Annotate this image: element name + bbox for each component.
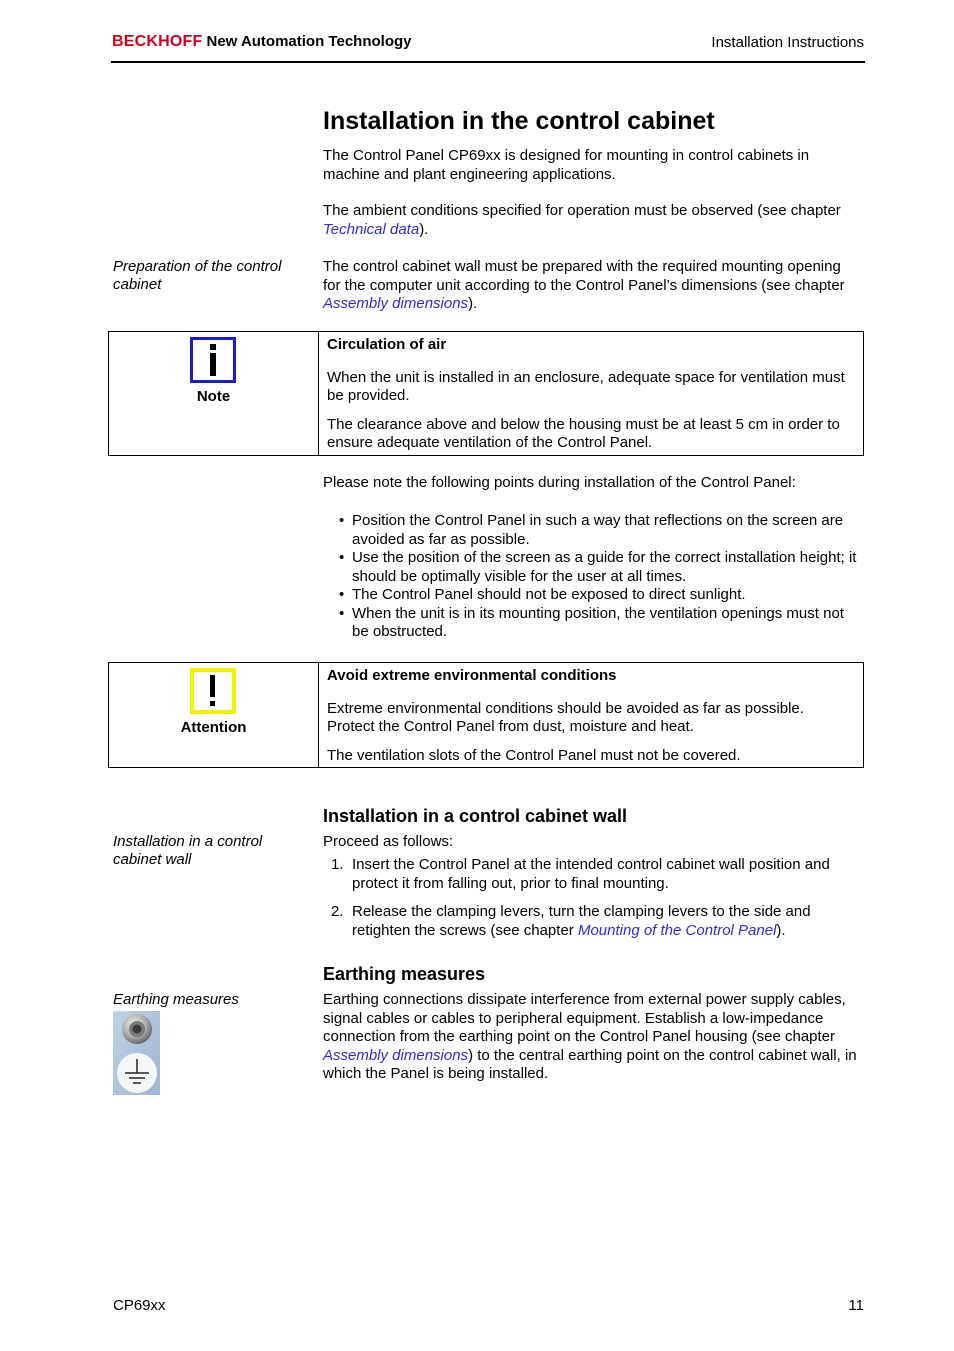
header-section-title: Installation Instructions bbox=[711, 34, 864, 51]
attention-heading: Avoid extreme environmental conditions bbox=[327, 667, 617, 684]
list-item bbox=[323, 549, 858, 586]
points-list bbox=[323, 512, 858, 642]
points-list-wrap bbox=[323, 512, 858, 642]
step-text-end: ). bbox=[776, 921, 786, 939]
note-box bbox=[108, 331, 864, 456]
intro-paragraph-2 bbox=[323, 202, 858, 239]
attention-box bbox=[108, 662, 864, 768]
step-text: Release the clamping levers, turn the clamping levers to the side and retighten the screws (see chapter bbox=[352, 903, 811, 939]
intro-paragraph-1 bbox=[323, 147, 858, 184]
side-label-preparation: Preparation of the control cabinet bbox=[113, 258, 282, 293]
attention-label: Attention bbox=[180, 719, 247, 736]
step-text: Insert the Control Panel at the intended control cabinet wall position and protect it from falling out, prior to final mounting. bbox=[352, 856, 830, 892]
brand-name: BECKHOFF bbox=[112, 33, 203, 50]
list-item bbox=[323, 903, 858, 940]
note-label: Note bbox=[196, 388, 231, 405]
assembly-dimensions-link-2[interactable]: Assembly dimensions bbox=[323, 1046, 469, 1064]
points-intro: Please note the following points during installation of the Control Panel: bbox=[323, 474, 796, 491]
attention-text-cell bbox=[319, 663, 863, 767]
step-number: 1. bbox=[331, 856, 344, 873]
bullet-icon: • bbox=[339, 549, 345, 566]
list-item-text: When the unit is in its mounting position, the ventilation openings must not be obstructed. bbox=[352, 604, 844, 640]
note-text-2: The clearance above and below the housing must be at least 5 cm in order to ensure adequate ventilation of the Control Panel. bbox=[327, 415, 840, 451]
list-item bbox=[323, 856, 858, 893]
preparation-text-end: ). bbox=[468, 295, 478, 312]
brand-tagline: New Automation Technology bbox=[206, 33, 412, 50]
wall-steps-list bbox=[323, 856, 858, 940]
list-item bbox=[323, 605, 858, 642]
technical-data-link[interactable]: Technical data bbox=[323, 220, 420, 238]
intro-text-1: The Control Panel CP69xx is designed for mounting in control cabinets in machine and plant engineering applications. bbox=[323, 147, 810, 183]
header-divider bbox=[111, 61, 865, 63]
info-icon bbox=[190, 337, 236, 383]
footer-product: CP69xx bbox=[113, 1297, 166, 1314]
note-text-1: When the unit is installed in an enclosure, adequate space for ventilation must be provided. bbox=[327, 368, 845, 404]
preparation-text: The control cabinet wall must be prepared with the required mounting opening for the computer unit according to the Control Panel’s dimensions (see chapter bbox=[323, 258, 845, 294]
bullet-icon: • bbox=[339, 604, 345, 622]
wall-section-heading: Installation in a control cabinet wall bbox=[323, 806, 628, 826]
preparation-paragraph bbox=[323, 258, 858, 314]
page-title: Installation in the control cabinet bbox=[323, 107, 715, 135]
intro-text-2: The ambient conditions specified for operation must be observed (see chapter bbox=[323, 202, 841, 219]
earthing-text-end: ) to the central earthing point on the control cabinet wall, in which the Panel is being installed. bbox=[323, 1046, 857, 1082]
brand-logo bbox=[112, 33, 411, 51]
list-item-text: Position the Control Panel in such a way that reflections on the screen are avoided as far as possible. bbox=[352, 512, 844, 548]
note-text-cell bbox=[319, 332, 863, 455]
wall-intro: Proceed as follows: bbox=[323, 833, 454, 850]
list-item bbox=[323, 512, 858, 549]
earthing-text: Earthing connections dissipate interference from external power supply cables, signal cables or cables to peripheral equipment. Establish a low-impedance connection from the earthing point on the Control Panel housing (see chapter bbox=[323, 991, 846, 1045]
assembly-dimensions-link[interactable]: Assembly dimensions bbox=[323, 295, 469, 312]
list-item bbox=[323, 586, 858, 605]
note-icon-cell bbox=[109, 332, 319, 455]
side-label-wall: Installation in a control cabinet wall bbox=[113, 833, 263, 868]
wall-steps-wrap bbox=[323, 856, 858, 950]
list-item-text: The Control Panel should not be exposed to direct sunlight. bbox=[352, 586, 746, 603]
bullet-icon: • bbox=[339, 512, 345, 529]
list-item-text: Use the position of the screen as a guide for the correct installation height; it should be optimally visible for the user at all times. bbox=[352, 549, 857, 585]
side-label-earthing: Earthing measures bbox=[113, 991, 239, 1008]
intro-text-2-end: ). bbox=[419, 220, 429, 238]
earthing-heading: Earthing measures bbox=[323, 964, 486, 984]
exclamation-icon bbox=[190, 668, 236, 714]
earthing-icon bbox=[113, 1011, 160, 1095]
step-number: 2. bbox=[331, 903, 344, 920]
attention-text-2: The ventilation slots of the Control Panel must not be covered. bbox=[327, 746, 741, 764]
earthing-paragraph bbox=[323, 991, 858, 1084]
note-heading: Circulation of air bbox=[327, 336, 447, 353]
footer-page-number: 11 bbox=[848, 1297, 864, 1314]
attention-text-1: Extreme environmental conditions should be avoided as far as possible. Protect the Control Panel from dust, moisture and heat. bbox=[327, 699, 804, 735]
attention-icon-cell bbox=[109, 663, 319, 767]
mounting-link[interactable]: Mounting of the Control Panel bbox=[577, 921, 777, 939]
bullet-icon: • bbox=[339, 586, 345, 603]
